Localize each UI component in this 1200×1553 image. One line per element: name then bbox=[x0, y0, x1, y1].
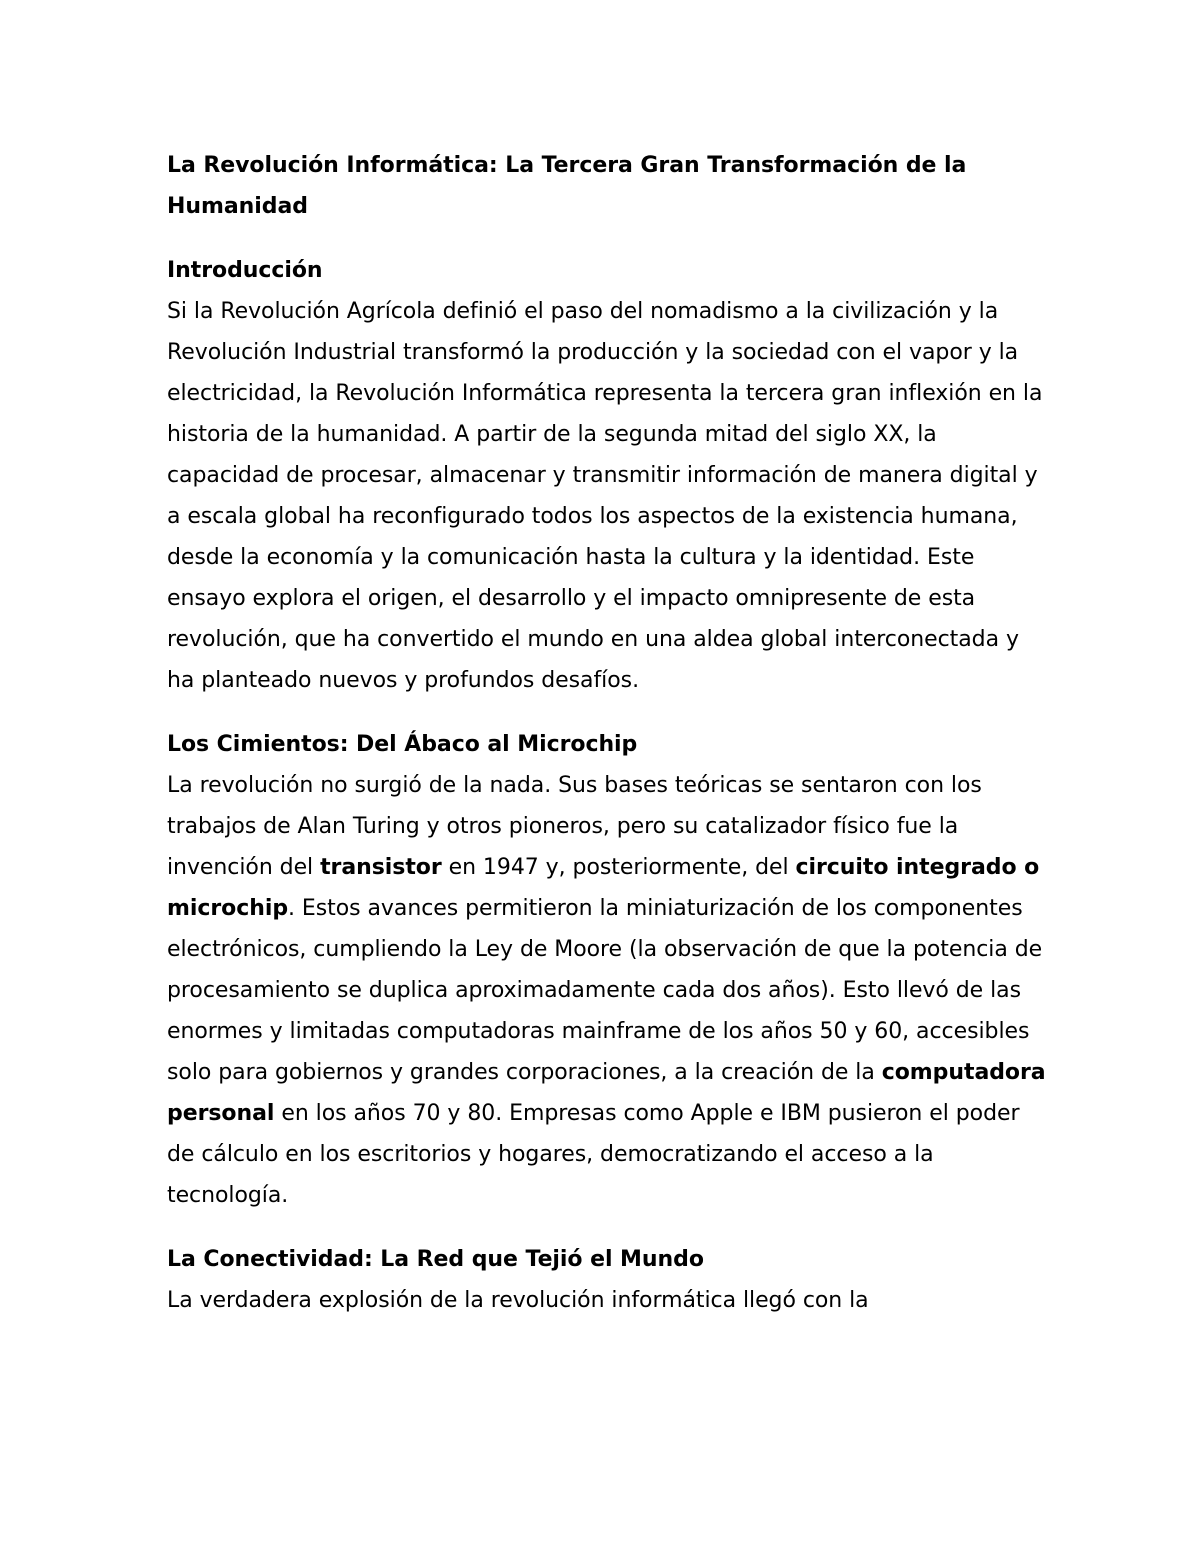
paragraph-text: La revolución no surgió de la nada. Sus bases teóricas se sentaron con los trabajos de Alan Turing y otros pioneros, pero su catalizador físico fue la invención del bbox=[167, 773, 982, 880]
document-page bbox=[167, 145, 1047, 1344]
bold-term-circuito-integrado: circuito integrado o microchip bbox=[167, 855, 1040, 921]
paragraph-text: en 1947 y, posteriormente, del bbox=[441, 855, 796, 880]
section-heading: Los Cimientos: Del Ábaco al Microchip bbox=[167, 732, 638, 757]
section-paragraph bbox=[167, 1280, 1047, 1321]
paragraph-text: en los años 70 y 80. Empresas como Apple e IBM pusieron el poder de cálculo en los escritorios y hogares, democratizando el acceso a la tecnología. bbox=[167, 1101, 1020, 1208]
section-heading: Introducción bbox=[167, 258, 323, 283]
section-cimientos bbox=[167, 724, 1047, 1216]
paragraph-text: . Estos avances permitieron la miniaturización de los componentes electrónicos, cumpliendo la Ley de Moore (la observación de que la potencia de procesamiento se duplica aproximadamente cada dos años). Esto llevó de las enormes y limitadas computadoras mainframe de los años 50 y 60, accesibles solo para gobiernos y grandes corporaciones, a la creación de la bbox=[167, 896, 1043, 1085]
bold-term-computadora-personal: computadora personal bbox=[167, 1060, 1046, 1126]
section-paragraph bbox=[167, 765, 1047, 1216]
section-introduccion bbox=[167, 250, 1047, 701]
paragraph-text: La verdadera explosión de la revolución informática llegó con la bbox=[167, 1288, 869, 1313]
section-heading: La Conectividad: La Red que Tejió el Mundo bbox=[167, 1247, 704, 1272]
document-title: La Revolución Informática: La Tercera Gran Transformación de la Humanidad bbox=[167, 153, 967, 219]
section-paragraph bbox=[167, 291, 1047, 701]
bold-term-transistor: transistor bbox=[320, 855, 442, 880]
paragraph-text: Si la Revolución Agrícola definió el paso del nomadismo a la civilización y la Revolución Industrial transformó la producción y la sociedad con el vapor y la electricidad, la Revolución Informática representa la tercera gran inflexión en la historia de la humanidad. A partir de la segunda mitad del siglo XX, la capacidad de procesar, almacenar y transmitir información de manera digital y a escala global ha reconfigurado todos los aspectos de la existencia humana, desde la economía y la comunicación hasta la cultura y la identidad. Este ensayo explora el origen, el desarrollo y el impacto omnipresente de esta revolución, que ha convertido el mundo en una aldea global interconectada y ha planteado nuevos y profundos desafíos. bbox=[167, 299, 1043, 693]
section-conectividad bbox=[167, 1239, 1047, 1321]
